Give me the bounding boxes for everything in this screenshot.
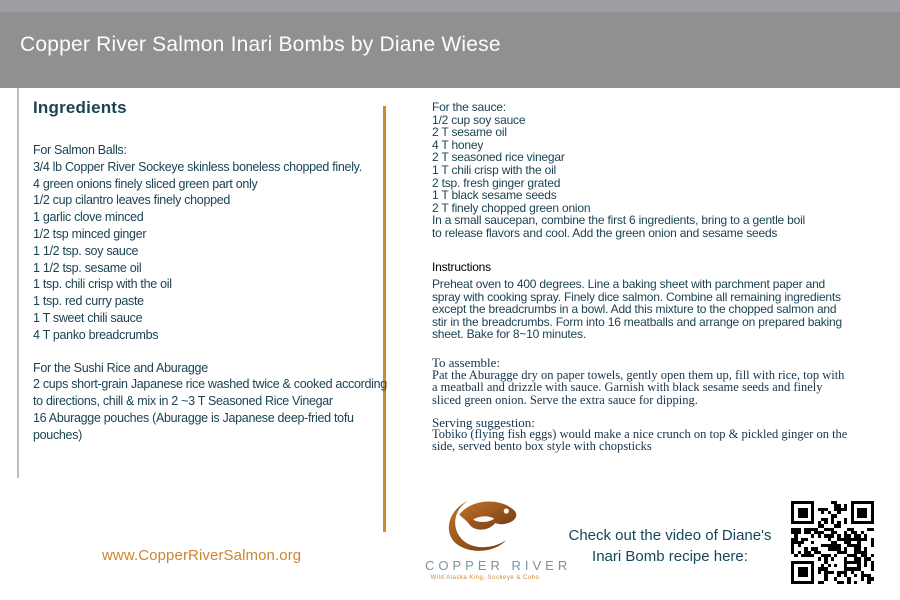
assemble-body: Pat the Aburagge dry on paper towels, gently open them up, fill with rice, top with a meatball and drizzle with sauce. Garnish with black sesame seeds and finely sliced green onion. Serve the extra sauce for dipping.	[432, 368, 845, 407]
website-link[interactable]: www.CopperRiverSalmon.org	[102, 547, 302, 564]
ingredient-line: to directions, chill & mix in 2 ~3 T Seasoned Rice Vinegar	[33, 394, 333, 409]
sauce-line: 1/2 cup soy sauce	[432, 112, 526, 127]
ingredient-line: 4 green onions finely sliced green part only	[33, 176, 258, 191]
ingredient-line: 1 1/2 tsp. sesame oil	[33, 260, 142, 275]
instructions-body: Preheat oven to 400 degrees. Line a baking sheet with parchment paper and spray with cooking spray. Finely dice salmon. Combine all remaining ingredients except the breadcrumbs in a bowl. Add this mixture to the chopped salmon and stir in the breadcrumbs. Form into 16 meatballs and arrange on prepared baking sheet. Bake for 8~10 minutes.	[432, 277, 842, 342]
serving-heading: Serving suggestion:	[432, 415, 535, 430]
ingredient-line: 1 T sweet chili sauce	[33, 310, 143, 325]
salmon-fish-icon	[442, 494, 528, 552]
ingredient-line: 1/2 tsp minced ginger	[33, 226, 147, 241]
ingredients-column	[33, 98, 385, 444]
ingredient-line: 1 tsp. chili crisp with the oil	[33, 277, 172, 292]
sauce-list	[432, 114, 846, 240]
sauce-line: 1 T chili crisp with the oil	[432, 162, 557, 177]
copper-river-logo	[425, 494, 572, 581]
sauce-line: 2 tsp. fresh ginger grated	[432, 175, 561, 190]
sauce-title: For the sauce:	[432, 100, 506, 114]
ingredient-line: 1/2 cup cilantro leaves finely chopped	[33, 193, 231, 208]
ingredients-heading: Ingredients	[33, 98, 127, 117]
salmon-balls-title: For Salmon Balls:	[33, 143, 127, 157]
serving-body: Tobiko (flying fish eggs) would make a nice crunch on top & pickled ginger on the side, served bento box style with chopsticks	[432, 427, 848, 454]
header-top-strip	[0, 0, 900, 12]
section-gap	[33, 344, 385, 360]
ingredient-line: 2 cups short-grain Japanese rice washed twice & cooked according	[33, 377, 387, 392]
page-title: Copper River Salmon Inari Bombs by Diane Wiese	[20, 33, 501, 56]
sauce-line: 2 T seasoned rice vinegar	[432, 150, 565, 165]
logo-tagline: Wild Alaska King, Sockeye & Coho	[430, 575, 540, 581]
sauce-line: 2 T finely chopped green onion	[432, 200, 591, 215]
sushi-rice-list	[33, 376, 385, 443]
left-margin-rule	[17, 88, 19, 478]
ingredient-line: pouches)	[33, 427, 83, 442]
sauce-line: 4 T honey	[432, 137, 484, 152]
sauce-line: In a small saucepan, combine the first 6 ingredients, bring to a gentle boil	[432, 213, 806, 228]
sushi-rice-title: For the Sushi Rice and Aburagge	[33, 360, 208, 375]
logo-wordmark: COPPER RIVER	[425, 558, 572, 573]
ingredient-line: 1 garlic clove minced	[33, 210, 144, 225]
assemble-heading: To assemble:	[432, 355, 501, 370]
ingredient-line: 1 1/2 tsp. soy sauce	[33, 243, 139, 258]
sauce-line: to release flavors and cool. Add the green onion and sesame seeds	[432, 225, 778, 240]
ingredient-line: 1 tsp. red curry paste	[33, 294, 144, 309]
salmon-balls-list	[33, 159, 385, 344]
instructions-heading: Instructions	[432, 260, 491, 274]
header-bar	[0, 0, 900, 88]
sauce-line: 2 T sesame oil	[432, 125, 507, 140]
video-note	[565, 525, 775, 567]
sauce-line: 1 T black sesame seeds	[432, 188, 557, 203]
video-note-line2: Inari Bomb recipe here:	[592, 548, 748, 565]
video-note-line1: Check out the video of Diane's	[568, 527, 772, 544]
ingredient-line: 3/4 lb Copper River Sockeye skinless boneless chopped finely.	[33, 159, 362, 174]
sauce-section	[432, 101, 846, 240]
ingredient-line: 4 T panko breadcrumbs	[33, 327, 159, 342]
qr-code	[791, 501, 874, 584]
ingredient-line: 16 Aburagge pouches (Aburagge is Japanese deep-fried tofu	[33, 410, 354, 425]
